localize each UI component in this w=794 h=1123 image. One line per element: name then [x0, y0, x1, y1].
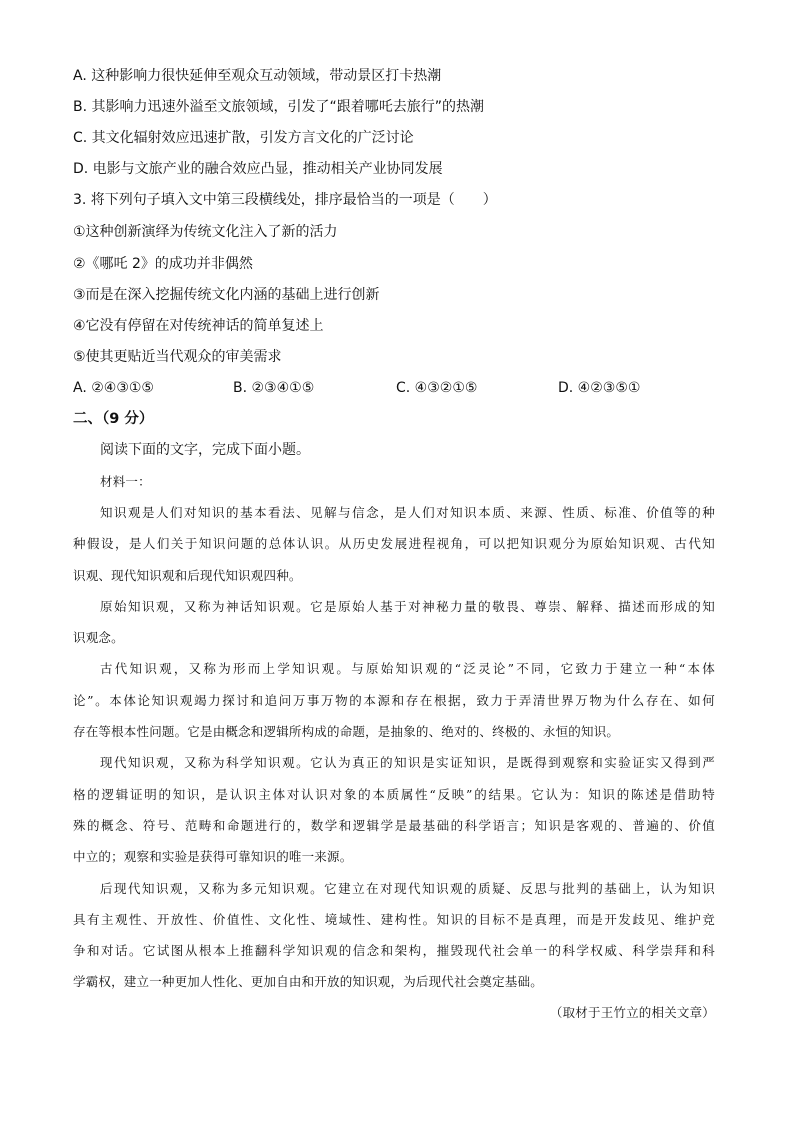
passage-line: 知识观是人们对知识的基本看法、见解与信念，是人们对知识本质、来源、性质、标准、价值等的种 [100, 505, 715, 520]
material-label: 材料一： [100, 474, 151, 489]
q3-sentence-4: ④它没有停留在对传统神话的简单复述上 [73, 318, 324, 334]
passage-line: 存在等根本性问题。它是由概念和逻辑所构成的命题，是抽象的、绝对的、终极的、永恒的知识。 [73, 724, 620, 739]
source-attribution: （取材于王竹立的相关文章） [549, 1005, 715, 1020]
section-heading: 二、（9 分） [73, 411, 154, 427]
passage-line: 古代知识观，又称为形而上学知识观。与原始知识观的“泛灵论”不同，它致力于建立一种“本体 [100, 661, 715, 676]
q3-sentence-1: ①这种创新演绎为传统文化注入了新的活力 [73, 224, 338, 240]
q2-option-b: B. 其影响力迅速外溢至文旅领域，引发了“跟着哪吒去旅行”的热潮 [73, 99, 485, 115]
passage-line: 论”。本体论知识观竭力探讨和追问万事万物的本源和存在根据，致力于弄清世界万物为什么存在、如何 [73, 693, 715, 708]
passage-line: 原始知识观，又称为神话知识观。它是原始人基于对神秘力量的敬畏、尊崇、解释、描述而形成的知 [100, 599, 715, 614]
passage-line: 种假设，是人们关于知识问题的总体认识。从历史发展进程视角，可以把知识观分为原始知识观、古代知 [73, 536, 715, 551]
passage-line: 殊的概念、符号、范畴和命题进行的，数学和逻辑学是最基础的科学语言；知识是客观的、普遍的、价值 [73, 818, 715, 833]
q3-option-a: A. ②④③①⑤ [73, 380, 154, 396]
passage-line: 格的逻辑证明的知识，是认识主体对认识对象的本质属性“反映”的结果。它认为：知识的陈述是借助特 [73, 787, 715, 802]
q3-option-c: C. ④③②①⑤ [396, 380, 478, 396]
passage-line: 中立的；观察和实验是获得可靠知识的唯一来源。 [73, 849, 353, 864]
passage-line: 学霸权，建立一种更加人性化、更加自由和开放的知识观，为后现代社会奠定基础。 [73, 974, 543, 989]
reading-instruction: 阅读下面的文字，完成下面小题。 [100, 442, 310, 458]
q3-stem: 3. 将下列句子填入文中第三段横线处，排序最恰当的一项是（ ） [73, 192, 497, 208]
q3-sentence-5: ⑤使其更贴近当代观众的审美需求 [73, 349, 282, 365]
q2-option-c: C. 其文化辐射效应迅速扩散，引发方言文化的广泛讨论 [73, 130, 414, 146]
q3-option-b: B. ②③④①⑤ [233, 380, 315, 396]
passage-line: 现代知识观，又称为科学知识观。它认为真正的知识是实证知识，是既得到观察和实验证实又得到严 [100, 755, 715, 770]
passage-line: 后现代知识观，又称为多元知识观。它建立在对现代知识观的质疑、反思与批判的基础上，认为知识 [100, 881, 715, 896]
q2-option-d: D. 电影与文旅产业的融合效应凸显，推动相关产业协同发展 [73, 161, 443, 177]
q3-option-d: D. ④②③⑤① [558, 380, 641, 396]
q3-sentence-3: ③而是在深入挖掘传统文化内涵的基础上进行创新 [73, 287, 380, 303]
passage-line: 争和对话。它试图从根本上推翻科学知识观的信念和架构，摧毁现代社会单一的科学权威、科学崇拜和科 [73, 943, 715, 958]
q2-option-a: A. 这种影响力很快延伸至观众互动领域，带动景区打卡热潮 [73, 68, 442, 84]
q3-sentence-2: ②《哪吒 2》的成功并非偶然 [73, 256, 253, 272]
passage-line: 识观念。 [73, 630, 124, 645]
passage-line: 具有主观性、开放性、价值性、文化性、境域性、建构性。知识的目标不是真理，而是开发歧见、维护竞 [73, 912, 715, 927]
passage-line: 识观、现代知识观和后现代知识观四种。 [73, 568, 302, 583]
